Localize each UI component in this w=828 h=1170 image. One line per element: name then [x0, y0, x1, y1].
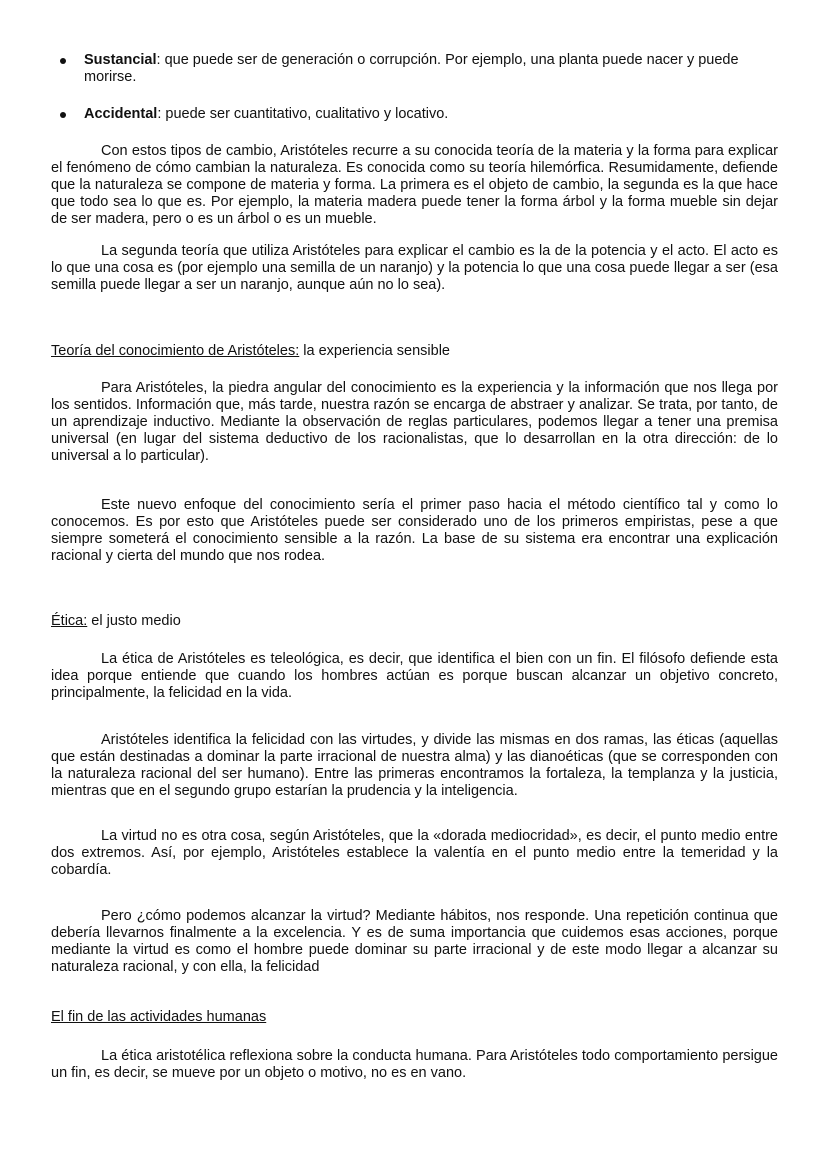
- bullet-term: Accidental: [84, 106, 158, 122]
- change-types-list-2: [60, 106, 778, 123]
- paragraph-teleology: La ética de Aristóteles es teleológica, es decir, que identifica el bien con un fin. El filósofo defiende esta idea porque entiende que cuando los hombres actúan es porque buscan alcanzar un objetivo concreto, principalmente, la felicidad en la vida.: [51, 651, 778, 701]
- paragraph-golden-mean: La virtud no es otra cosa, según Aristóteles, que la «dorada mediocridad», es decir, el punto medio entre dos extremos. Así, por ejemplo, Aristóteles establece la valentía en el punto medio entre la temeridad y la cobardía.: [51, 828, 778, 878]
- section-heading-human-ends: El fin de las actividades humanas: [51, 1009, 267, 1025]
- section-heading-knowledge: Teoría del conocimiento de Aristóteles: la experiencia sensible: [51, 343, 450, 359]
- bullet-text: : puede ser cuantitativo, cualitativo y locativo.: [157, 106, 449, 122]
- change-types-list: [60, 52, 778, 86]
- bullet-icon: [60, 58, 66, 64]
- list-item: [60, 106, 778, 123]
- list-item: [60, 52, 778, 86]
- bullet-icon: [60, 112, 66, 118]
- paragraph-purpose: La ética aristotélica reflexiona sobre la conducta humana. Para Aristóteles todo comportamiento persigue un fin, es decir, se mueve por un objeto o motivo, no es en vano.: [51, 1048, 778, 1081]
- paragraph-experience: Para Aristóteles, la piedra angular del conocimiento es la experiencia y la información que nos llega por los sentidos. Información que, más tarde, nuestra razón se encarga de abstraer y analizar. Se trata, por tanto, de un aprendizaje inductivo. Mediante la observación de reglas particulares, podemos llegar a tener una premisa universal (en lugar del sistema deductivo de los racionalistas, que lo desarrollan en la otra dirección: de lo universal a lo particular).: [51, 380, 778, 464]
- paragraph-potency-act: La segunda teoría que utiliza Aristóteles para explicar el cambio es la de la potencia y el acto. El acto es lo que una cosa es (por ejemplo una semilla de un naranjo) y la potencia lo que una cosa puede llegar a ser (esa semilla puede llegar a ser un naranjo, aunque aún no lo sea).: [51, 243, 778, 293]
- bullet-text: : que puede ser de generación o corrupción. Por ejemplo, una planta puede nacer y puede morirse.: [84, 52, 739, 85]
- bullet-term: Sustancial: [84, 52, 157, 68]
- section-heading-ethics: Ética: el justo medio: [51, 613, 181, 629]
- paragraph-empiricism: Este nuevo enfoque del conocimiento sería el primer paso hacia el método científico tal y como lo conocemos. Es por esto que Aristóteles puede ser considerado uno de los primeros empiristas, pese a que siempre someterá el conocimiento sensible a la razón. La base de su sistema era encontrar una explicación racional y cierta del mundo que nos rodea.: [51, 497, 778, 564]
- paragraph-habits: Pero ¿cómo podemos alcanzar la virtud? Mediante hábitos, nos responde. Una repetición continua que debería llevarnos finalmente a la excelencia. Y es de suma importancia que cuidemos esas acciones, porque mediante la virtud es como el hombre puede dominar su parte irracional y de este modo llegar a alcanzar su naturaleza racional, y con ella, la felicidad: [51, 908, 778, 975]
- paragraph-hylomorphism: Con estos tipos de cambio, Aristóteles recurre a su conocida teoría de la materia y la forma para explicar el fenómeno de cómo cambian la naturaleza. Es conocida como su teoría hilemórfica. Resumidamente, defiende que la naturaleza se compone de materia y forma. La primera es el objeto de cambio, la segunda es la que hace que todo sea lo que es. Por ejemplo, la materia madera puede tener la forma árbol y la forma mueble sin dejar de ser madera, pero o es un árbol o es un mueble.: [51, 143, 778, 227]
- paragraph-virtues: Aristóteles identifica la felicidad con las virtudes, y divide las mismas en dos ramas, las éticas (aquellas que están destinadas a dominar la parte irracional de nuestra alma) y las dianoéticas (que se corresponden con la naturaleza racional del ser humano). Entre las primeras encontramos la fortaleza, la templanza y la justicia, mientras que en el segundo grupo estarían la prudencia y la inteligencia.: [51, 732, 778, 799]
